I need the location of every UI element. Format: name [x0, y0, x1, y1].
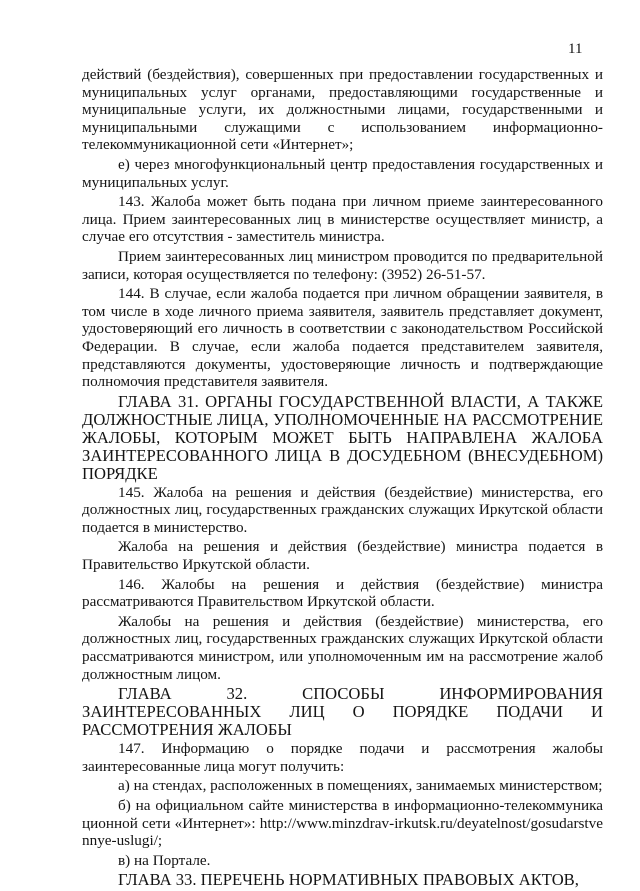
chapter-32-heading: ГЛАВА 32. СПОСОБЫ ИНФОРМИРОВАНИЯ ЗАИНТЕРЕСОВАННЫХ ЛИЦ О ПОРЯДКЕ ПОДАЧИ И РАССМОТРЕНИЯ ЖАЛОБЫ	[82, 684, 603, 740]
chapter-31-heading: ГЛАВА 31. ОРГАНЫ ГОСУДАРСТВЕННОЙ ВЛАСТИ, А ТАКЖЕ ДОЛЖНОСТНЫЕ ЛИЦА, УПОЛНОМОЧЕННЫЕ НА РАССМОТРЕНИЕ ЖАЛОБЫ, КОТОРЫМ МОЖЕТ БЫТЬ НАПРАВЛЕНА ЖАЛОБА ЗАИНТЕРЕСОВАННОГО ЛИЦА В ДОСУДЕБНОМ (ВНЕСУДЕБНОМ) ПОРЯДКЕ	[82, 391, 603, 483]
paragraph-continuation: действий (бездействия), совершенных при предоставлении государственных и муниципальных услуг органами, предоставляющими государственные и муниципальные услуги, их должностными лицами, государственными и муниципальными служащими с использованием информационно-телекоммуникационной сети «Интернет»;	[82, 66, 603, 154]
paragraph-reception: Прием заинтересованных лиц министром проводится по предварительной записи, которая осуществляется по телефону: (3952) 26-51-57.	[82, 247, 603, 283]
paragraph-145: 145. Жалоба на решения и действия (бездействие) министерства, его должностных лиц, государственных гражданских служащих Иркутской области подается в министерство.	[82, 483, 603, 536]
paragraph-item-e: е) через многофункциональный центр предоставления государственных и муниципальных услуг.	[82, 155, 603, 191]
chapter-33-heading: ГЛАВА 33. ПЕРЕЧЕНЬ НОРМАТИВНЫХ ПРАВОВЫХ АКТОВ,	[118, 870, 579, 890]
paragraph-item-v: в) на Портале.	[118, 851, 211, 869]
paragraph-143: 143. Жалоба может быть подана при личном приеме заинтересованного лица. Прием заинтересованных лиц в министерстве осуществляет министр, а случае его отсутствия - заместитель министра.	[82, 193, 603, 246]
paragraph-147: 147. Информацию о порядке подачи и рассмотрения жалобы заинтересованные лица могут получить:	[82, 740, 603, 775]
paragraph-144: 144. В случае, если жалоба подается при личном обращении заявителя, в том числе в ходе личного приема заявителя, заявитель представляет документ, удостоверяющий его личность в соответствии с законодательством Российской Федерации. В случае, если жалоба подается представителем заявителя, представляются документы, удостоверяющие личность и подтверждающие полномочия представителя заявителя.	[82, 285, 603, 391]
page-number: 11	[568, 41, 583, 57]
paragraph-item-a: а) на стендах, расположенных в помещениях, занимаемых министерством;	[118, 777, 603, 795]
paragraph-minister-complaint: Жалоба на решения и действия (бездействие) министра подается в Правительство Иркутской области.	[82, 538, 603, 574]
paragraph-146: 146. Жалобы на решения и действия (бездействие) министра рассматриваются Правительством Иркутской области.	[82, 575, 603, 611]
document-body	[82, 66, 603, 890]
paragraph-item-b: б) на официальном сайте министерства в информационно-телекоммуникационной сети «Интернет»: http://www.minzdrav-irkutsk.ru/deyatelnost/gosudarstvennye-uslugi/;	[82, 797, 603, 850]
paragraph-ministry-complaints: Жалобы на решения и действия (бездействие) министерства, его должностных лиц, государственных гражданских служащих Иркутской области рассматриваются министром, или уполномоченным им на рассмотрение жалоб должностным лицом.	[82, 612, 603, 683]
